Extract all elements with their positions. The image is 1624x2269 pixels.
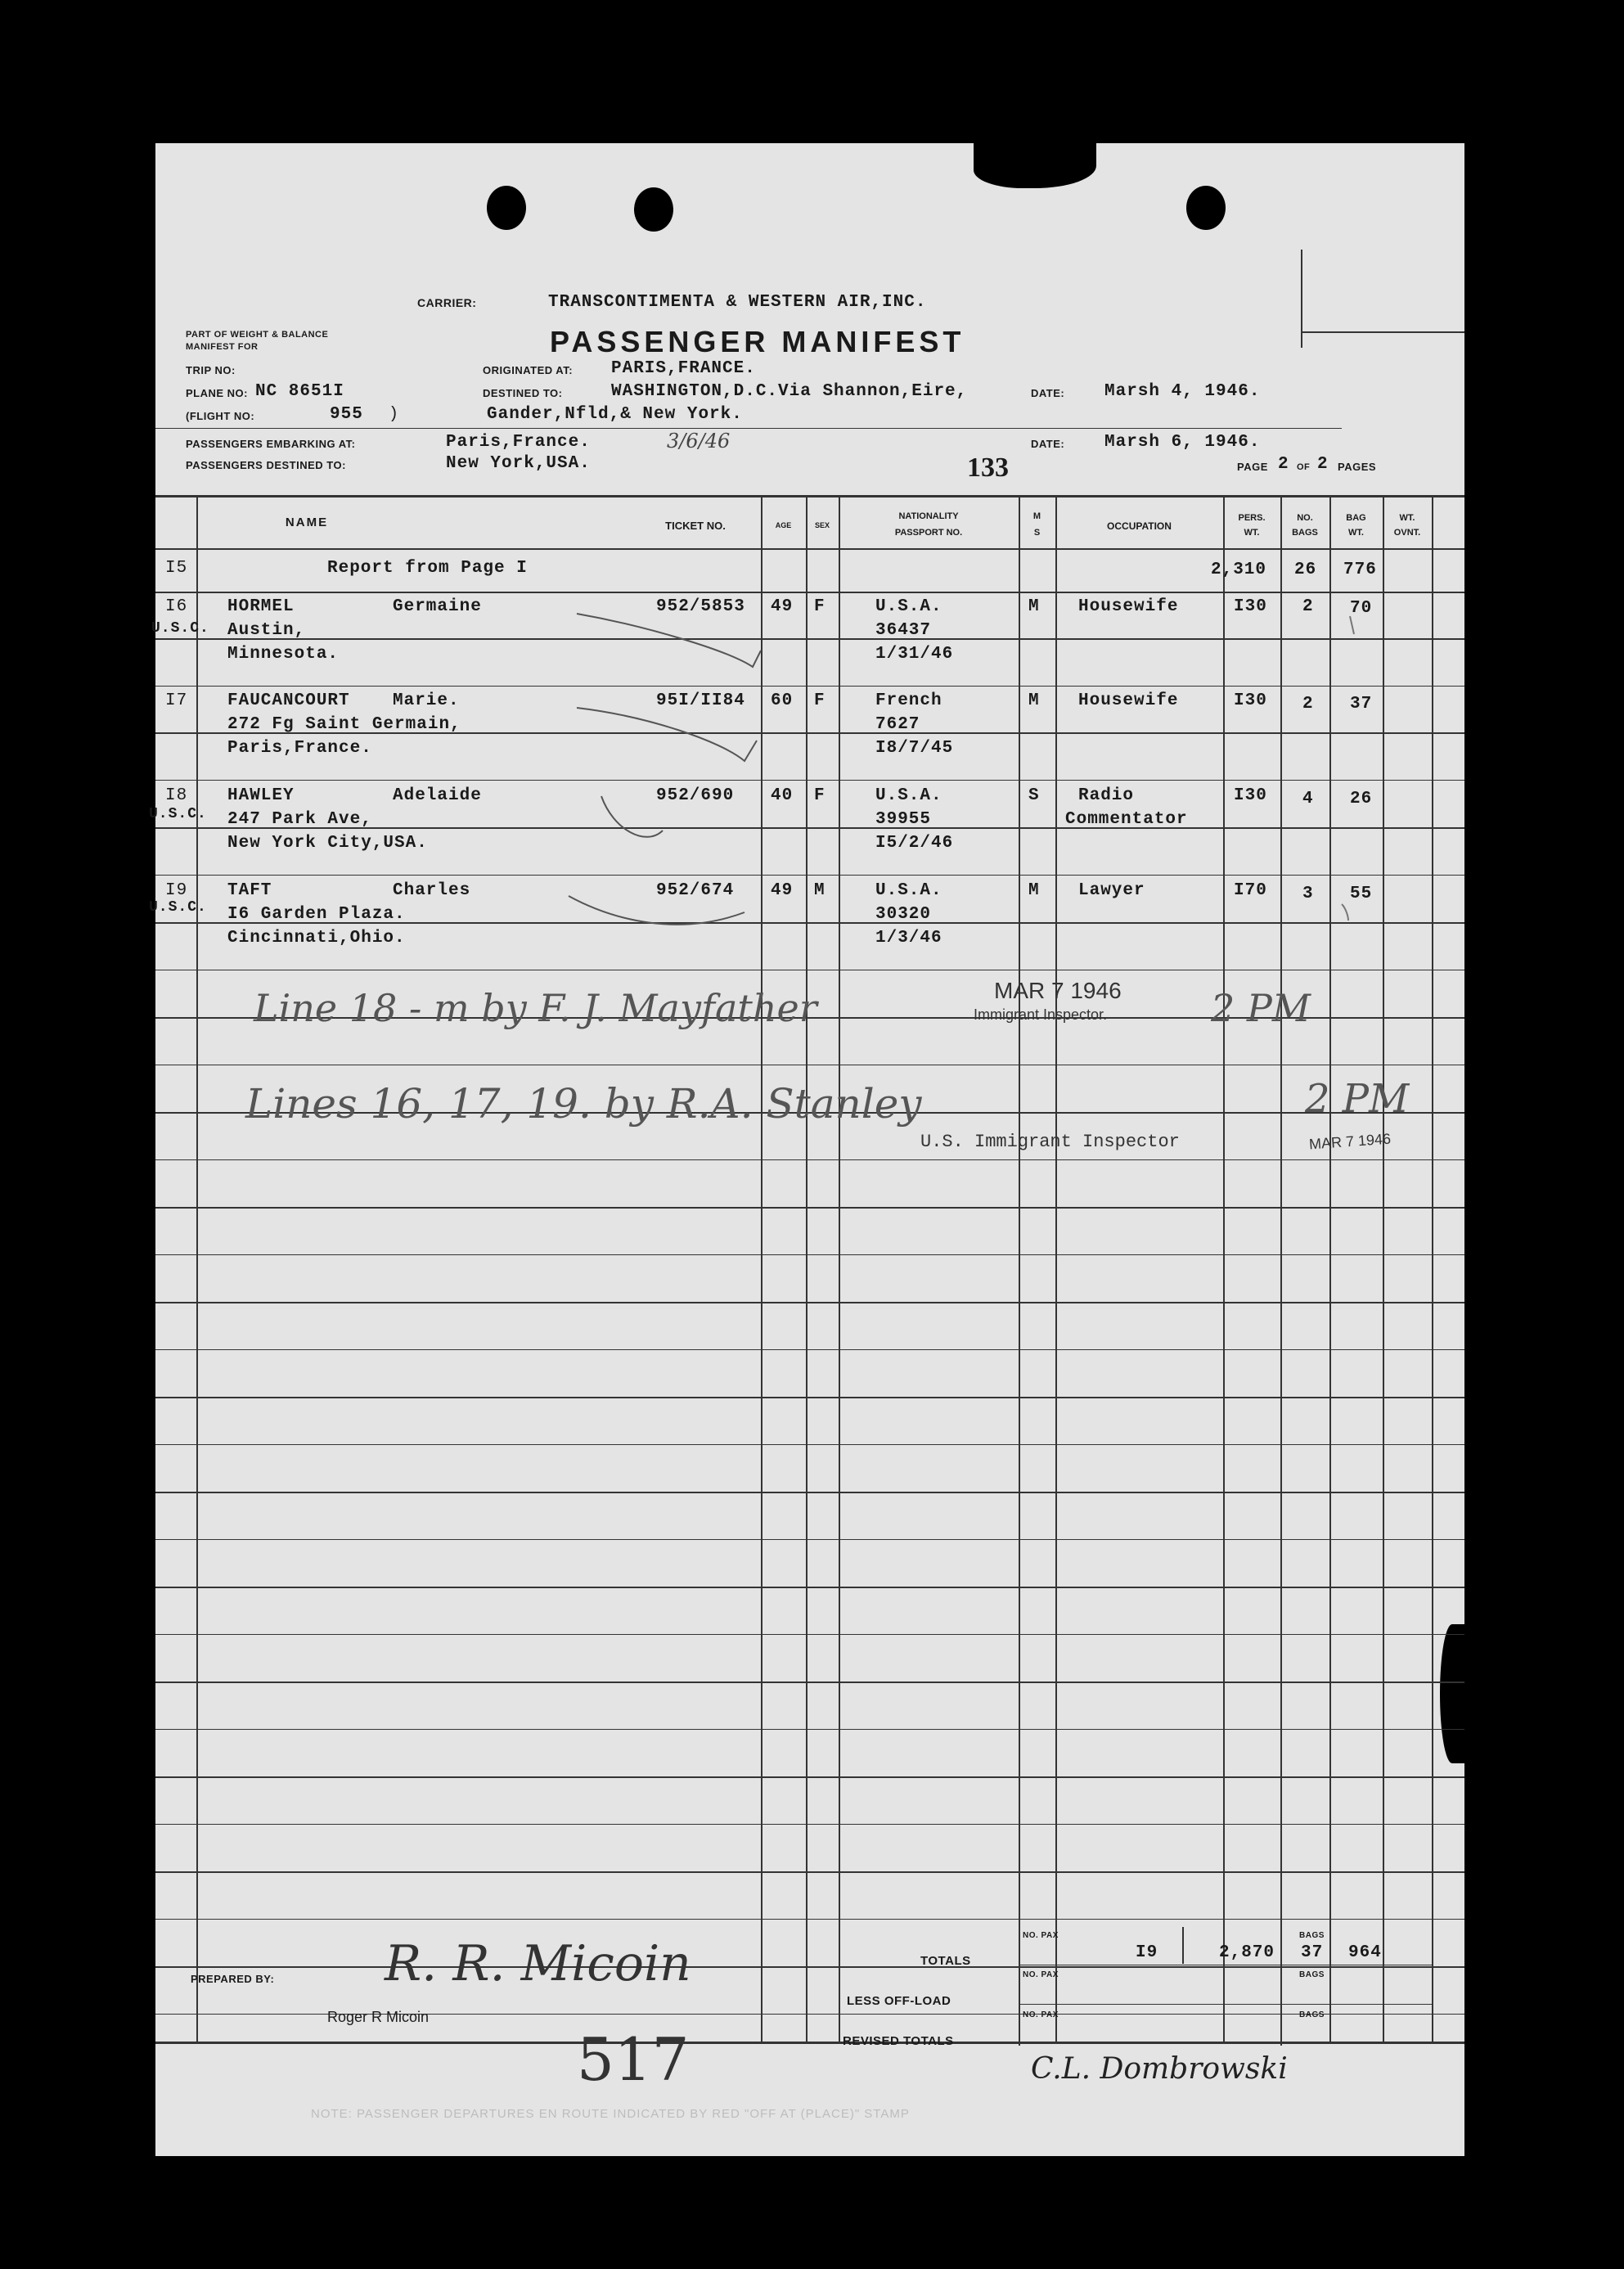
date-value: Marsh 4, 1946. (1104, 382, 1261, 401)
address-line2: Paris,France. (227, 739, 372, 758)
pers-wt: I70 (1234, 881, 1267, 900)
flight-no-value: 955 (330, 405, 363, 424)
inspection-time-1: 2 PM (1211, 986, 1311, 1030)
destined-value: WASHINGTON,D.C.Via Shannon,Eire, (611, 382, 968, 401)
sex: F (814, 786, 825, 805)
of-label: OF (1297, 462, 1311, 472)
inspection-stamp-date-1: MAR 7 1946 (994, 978, 1122, 1003)
report-text: Report from Page I (327, 559, 528, 578)
carrier-name: TRANSCONTIMENTA & WESTERN AIR,INC. (548, 293, 927, 312)
line-number: I9 (165, 881, 188, 900)
nationality: U.S.A. (875, 597, 942, 616)
part-of-label: PART OF WEIGHT & BALANCE (186, 330, 329, 340)
line-number: I7 (165, 691, 188, 710)
marital-status: S (1028, 786, 1040, 805)
destined-value-line2: Gander,Nfld,& New York. (487, 405, 743, 424)
flight-no-label: (FLIGHT NO: (186, 410, 255, 422)
destined-to-value: New York,USA. (446, 454, 591, 473)
bottom-note: NOTE: PASSENGER DEPARTURES EN ROUTE INDICATED BY RED "OFF AT (PLACE)" STAMP (311, 2107, 910, 2121)
total-bag-weight: 964 (1348, 1943, 1382, 1962)
punch-hole (487, 186, 526, 230)
plane-no-value: NC 8651I (255, 382, 344, 401)
passport-date: 1/3/46 (875, 929, 942, 948)
page-label: PAGE (1237, 461, 1268, 473)
address-line1: 272 Fg Saint Germain, (227, 715, 461, 734)
col-bag-wt: WT. (1348, 528, 1364, 538)
manifest-sheet: CARRIER: TRANSCONTIMENTA & WESTERN AIR,INC. PART OF WEIGHT & BALANCE MANIFEST FOR PASSENGER MANIFEST TRIP NO: ORIGINATED AT: PARIS,FRANCE. PLANE NO: NC 8651I DESTINED TO: WASHINGTON,D.C.Via Shannon,Eire, DATE: Marsh 4, 1946. (FLIGHT NO: 955 ) Gander,Nfld,& New York. PASSENGERS EMBARKING AT: Paris,France. 3/6/46 DATE: Marsh 6, 1946. PASSENGERS DESTINED TO: New York,USA. 133 PAGE 2 OF 2 PAGES NAME TICKET NO. AGE SEX NATIONALITY PASSPORT NO. M S OCCUPATION PERS. WT. NO. BAGS BAG WT. WT. OVNT. I5 Report from Page I 2,310 26 776 I6 U.S.C. HORMEL Germaine Austin, Minnesota. 952/5853 49 F U.S.A. 36437 1/31/46 M Housewife I30 2 70 I7 FAUCANCOURT Marie. 272 Fg Saint Germain, Paris,France. 95I/II84 60 F French 7627 I8/7/45 M Housewife I30 2 37 I8 U.S.C. HAWLEY Adelaide 247 Park Ave, New York City,USA. 952/690 40 F U.S.A. 39955 I5/2/46 S Radio Commentator I30 4 26 I9 U.S.C. TAFT Charles I6 Garden Plaza. Cincinnati,Ohio. 952/674 49 M U.S.A. 30320 1/3/46 M Lawyer I70 3 55 Line 18 - m by F. J. Mayfather MAR 7 1946 Immigrant Inspector. 2 PM Lines 16, 17, 19. by R.A. Stanley 2 PM U.S. Immigrant Inspector MAR 7 1946 PREPARED BY: R. R. Micoin Roger R Micoin 517 TOTALS LESS OFF-LOAD REVISED TOTALS NO. PAX NO. PAX NO. PAX BAGS BAGS BAGS I9 2,870 37 964 C.L. Dombrowski NOTE: PASSENGER DEPARTURES EN ROUTE INDICATED BY RED "OFF AT (PLACE)" STAMP (155, 143, 1464, 2156)
handwritten-number: 517 (577, 2025, 690, 2094)
given-name: Adelaide (393, 786, 482, 805)
col-bags: BAGS (1292, 528, 1318, 538)
col-ms-m: M (1032, 511, 1041, 521)
passport-date: I5/2/46 (875, 834, 954, 853)
occupation-line2: Commentator (1065, 810, 1188, 829)
total-pax: I9 (1136, 1943, 1158, 1962)
line-number: I6 (165, 597, 188, 616)
ticket-no: 952/5853 (656, 597, 745, 616)
given-name: Marie. (393, 691, 460, 710)
pers-wt: I30 (1234, 786, 1267, 805)
occupation: Lawyer (1078, 881, 1145, 900)
bottom-signature: C.L. Dombrowski (1031, 2052, 1288, 2086)
originated-label: ORIGINATED AT: (483, 364, 574, 376)
surname: HAWLEY (227, 786, 295, 805)
bags: 2 (1302, 597, 1314, 616)
inspection-stamp-title-2: U.S. Immigrant Inspector (920, 1132, 1180, 1152)
bag-wt: 55 (1350, 885, 1373, 903)
inspection-stamp-title-1: Immigrant Inspector. (974, 1006, 1108, 1023)
line-number: I5 (165, 559, 188, 578)
report-bag-wt: 776 (1343, 560, 1377, 579)
manifest-for-label: MANIFEST FOR (186, 342, 259, 352)
handwritten-date: 3/6/46 (667, 430, 731, 452)
ticket-no: 952/674 (656, 881, 735, 900)
bags-label: BAGS (1299, 1970, 1325, 1979)
punch-hole (634, 187, 673, 232)
embarking-value: Paris,France. (446, 433, 591, 452)
punch-hole (1186, 186, 1226, 230)
col-ms-s: S (1033, 528, 1041, 538)
report-bags: 26 (1294, 560, 1317, 579)
no-pax-label: NO. PAX (1023, 2010, 1059, 2019)
bags-label: BAGS (1299, 1931, 1325, 1940)
bag-wt: 37 (1350, 695, 1373, 714)
col-wt: WT. (1399, 513, 1415, 523)
prepared-name: Roger R Micoin (327, 2009, 430, 2025)
date-label: DATE: (1031, 387, 1065, 399)
inspection-note-1: Line 18 - m by F. J. Mayfather (254, 986, 817, 1030)
col-ovnt: OVNT. (1393, 528, 1421, 538)
occupation: Housewife (1078, 597, 1179, 616)
inspection-time-2: 2 PM (1305, 1076, 1410, 1122)
totals-label: TOTALS (920, 1954, 971, 1968)
marital-status: M (1028, 881, 1040, 900)
pers-wt: I30 (1234, 691, 1267, 710)
surname: HORMEL (227, 597, 295, 616)
nationality: U.S.A. (875, 881, 942, 900)
col-ticket: TICKET NO. (665, 520, 726, 532)
originated-value: PARIS,FRANCE. (611, 359, 756, 378)
nationality: French (875, 691, 942, 710)
passport-no: 7627 (875, 715, 920, 734)
citizen-stamp: U.S.C. (149, 806, 207, 822)
trip-no-label: TRIP NO: (186, 364, 236, 376)
address-line2: Cincinnati,Ohio. (227, 929, 406, 948)
age: 49 (771, 597, 794, 616)
no-pax-label: NO. PAX (1023, 1970, 1059, 1979)
line-number: I8 (165, 786, 188, 805)
passport-date: I8/7/45 (875, 739, 954, 758)
bags: 3 (1302, 885, 1314, 903)
address-line1: I6 Garden Plaza. (227, 905, 406, 924)
ticket-no: 95I/II84 (656, 691, 745, 710)
col-pers: PERS. (1238, 513, 1266, 523)
pencil-check-marks (155, 585, 1464, 1043)
col-name: NAME (285, 515, 329, 529)
page-title: PASSENGER MANIFEST (550, 325, 965, 358)
torn-edge (974, 143, 1096, 188)
col-occupation: OCCUPATION (1107, 520, 1172, 532)
offload-label: LESS OFF-LOAD (847, 1994, 951, 2008)
sex: F (814, 691, 825, 710)
pages-total: 2 (1317, 455, 1329, 474)
destined-to-label: PASSENGERS DESTINED TO: (186, 459, 346, 471)
bag-wt: 70 (1350, 599, 1373, 618)
revised-totals-label: REVISED TOTALS (843, 2034, 954, 2048)
address-line2: Minnesota. (227, 645, 340, 664)
citizen-stamp: U.S.C. (149, 899, 207, 916)
given-name: Charles (393, 881, 471, 900)
bags-label: BAGS (1299, 2010, 1325, 2019)
marital-status: M (1028, 691, 1040, 710)
occupation: Housewife (1078, 691, 1179, 710)
torn-edge (1440, 1624, 1464, 1763)
report-pers-wt: 2,310 (1211, 560, 1267, 579)
occupation: Radio (1078, 786, 1135, 805)
col-nationality: NATIONALITY (898, 511, 959, 521)
sex: M (814, 881, 825, 900)
ticket-no: 952/690 (656, 786, 735, 805)
passport-no: 30320 (875, 905, 932, 924)
passport-no: 39955 (875, 810, 932, 829)
passport-date: 1/31/46 (875, 645, 954, 664)
col-passport: PASSPORT NO. (894, 528, 963, 538)
age: 60 (771, 691, 794, 710)
address-line1: Austin, (227, 621, 306, 640)
prepared-by-label: PREPARED BY: (191, 1973, 275, 1985)
total-bags: 37 (1301, 1943, 1324, 1962)
marital-status: M (1028, 597, 1040, 616)
address-line2: New York City,USA. (227, 834, 428, 853)
surname: TAFT (227, 881, 272, 900)
age: 40 (771, 786, 794, 805)
inspection-stamp-date-2: MAR 7 1946 (1308, 1130, 1392, 1153)
col-pers-wt: WT. (1244, 528, 1260, 538)
total-weight: 2,870 (1219, 1943, 1275, 1962)
carrier-label: CARRIER: (417, 296, 477, 309)
embarking-label: PASSENGERS EMBARKING AT: (186, 438, 356, 450)
age: 49 (771, 881, 794, 900)
bags: 2 (1302, 695, 1314, 714)
col-sex: SEX (814, 521, 830, 529)
prepared-signature: R. R. Micoin (385, 1935, 691, 1992)
page-number: 2 (1278, 455, 1289, 474)
destined-label: DESTINED TO: (483, 387, 563, 399)
passport-no: 36437 (875, 621, 932, 640)
citizen-stamp: U.S.C. (151, 620, 209, 637)
sheet-number: 133 (967, 452, 1009, 483)
date2-value: Marsh 6, 1946. (1104, 433, 1261, 452)
bags: 4 (1302, 790, 1314, 808)
col-no: NO. (1297, 513, 1313, 523)
date2-label: DATE: (1031, 438, 1065, 450)
bag-wt: 26 (1350, 790, 1373, 808)
nationality: U.S.A. (875, 786, 942, 805)
surname: FAUCANCOURT (227, 691, 350, 710)
given-name: Germaine (393, 597, 482, 616)
sex: F (814, 597, 825, 616)
plane-no-label: PLANE NO: (186, 387, 248, 399)
pers-wt: I30 (1234, 597, 1267, 616)
col-bag: BAG (1346, 513, 1366, 523)
col-age: AGE (775, 521, 792, 529)
inspection-note-2: Lines 16, 17, 19. by R.A. Stanley (245, 1080, 922, 1128)
no-pax-label: NO. PAX (1023, 1931, 1059, 1940)
address-line1: 247 Park Ave, (227, 810, 372, 829)
pages-label: PAGES (1338, 461, 1377, 473)
